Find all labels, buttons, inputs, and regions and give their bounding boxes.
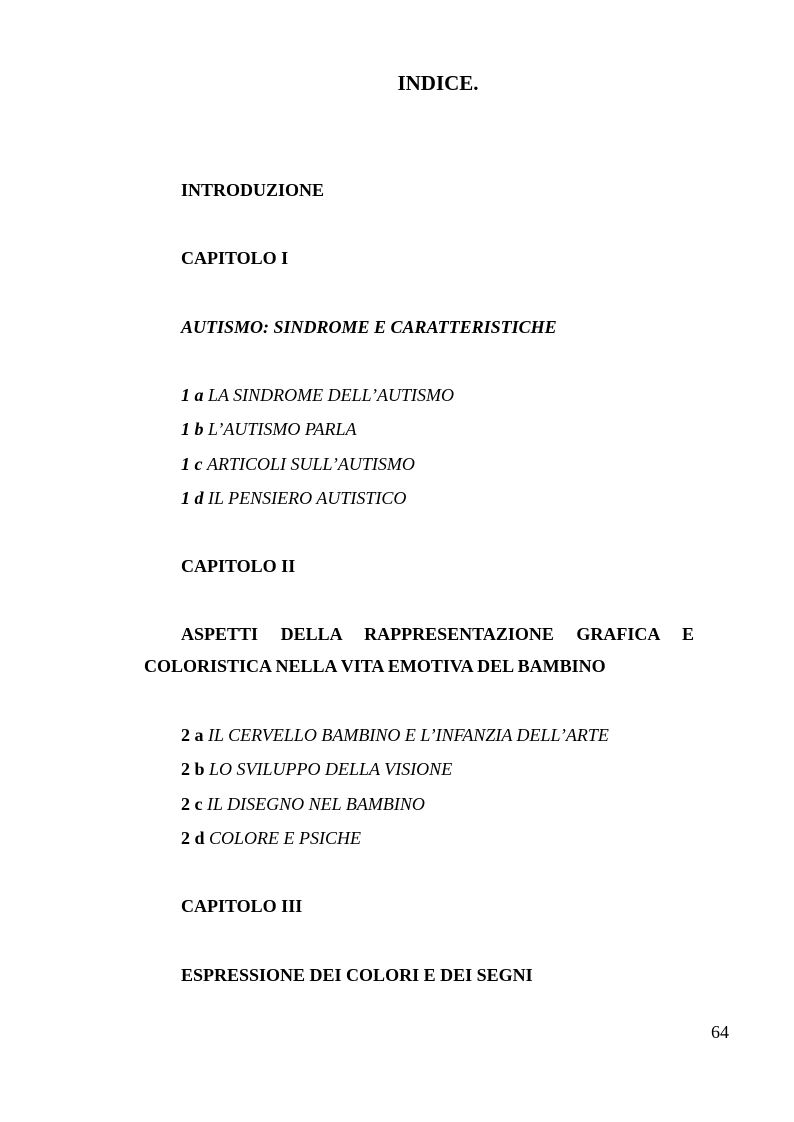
entry-title: IL CERVELLO BAMBINO E L’INFANZIA DELL’ARTE: [208, 725, 609, 745]
entry-number: 2 a: [181, 725, 204, 745]
entry-title: LO SVILUPPO DELLA VISIONE: [209, 759, 453, 779]
entry-title: ARTICOLI SULL’AUTISMO: [207, 454, 415, 474]
entry-number: 1 d: [181, 488, 204, 508]
toc-entry-1a: [181, 384, 454, 406]
toc-entry-1d: [181, 487, 406, 509]
chapter-1-heading: CAPITOLO I: [181, 248, 289, 268]
toc-entry-2a: [181, 724, 609, 746]
entry-title: L’AUTISMO PARLA: [208, 419, 357, 439]
toc-entry-2c: [181, 793, 425, 815]
page-number: 64: [711, 1022, 729, 1042]
entry-number: 1 c: [181, 454, 203, 474]
entry-title: LA SINDROME DELL’AUTISMO: [208, 385, 454, 405]
chapter-2-subtitle-line-1: ASPETTI DELLA RAPPRESENTAZIONE GRAFICA E: [181, 624, 694, 644]
introduction-heading: INTRODUZIONE: [181, 180, 325, 200]
entry-number: 2 d: [181, 828, 205, 848]
toc-entry-2d: [181, 827, 361, 849]
chapter-2-heading: CAPITOLO II: [181, 556, 296, 576]
entry-number: 2 b: [181, 759, 205, 779]
chapter-3-subtitle: ESPRESSIONE DEI COLORI E DEI SEGNI: [181, 965, 533, 985]
entry-title: COLORE E PSICHE: [209, 828, 362, 848]
toc-entry-1b: [181, 418, 357, 440]
entry-title: IL DISEGNO NEL BAMBINO: [207, 794, 425, 814]
toc-entry-1c: [181, 453, 415, 475]
chapter-2-subtitle-line-2: COLORISTICA NELLA VITA EMOTIVA DEL BAMBINO: [144, 656, 606, 676]
chapter-3-heading: CAPITOLO III: [181, 896, 303, 916]
entry-title: IL PENSIERO AUTISTICO: [208, 488, 407, 508]
entry-number: 2 c: [181, 794, 203, 814]
page-title: INDICE.: [397, 71, 479, 95]
toc-entry-2b: [181, 758, 452, 780]
chapter-1-subtitle: AUTISMO: SINDROME E CARATTERISTICHE: [181, 317, 557, 337]
chapter-2-subtitle: [144, 618, 694, 682]
entry-number: 1 b: [181, 419, 204, 439]
entry-number: 1 a: [181, 385, 204, 405]
